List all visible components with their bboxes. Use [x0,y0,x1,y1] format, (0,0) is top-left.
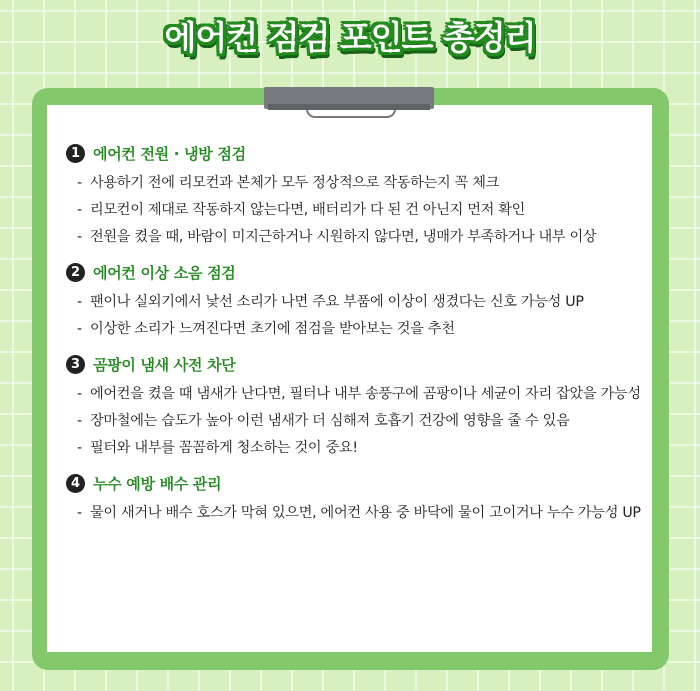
section-header [66,470,646,496]
bullet-item [66,502,646,525]
bullet-list [66,502,646,525]
dash-icon: - [77,413,82,429]
bullet-text: 이상한 소리가 느껴진다면 초기에 점검을 받아보는 것을 추천 [90,321,455,337]
bullet-item [66,318,646,341]
number-badge-icon: 3 [66,355,85,374]
section-noise-check [66,259,646,341]
section-title: 에어컨 이상 소음 점검 [93,263,236,282]
section-leak-drain [66,470,646,525]
section-header [66,259,646,285]
bullet-text: 팬이나 실외기에서 낯선 소리가 나면 주요 부품에 이상이 생겼다는 신호 가능성 UP [90,294,584,310]
bullet-item [66,226,646,249]
bullet-text: 필터와 내부를 꼼꼼하게 청소하는 것이 중요! [90,440,358,456]
dash-icon: - [77,505,82,521]
section-mold-odor [66,351,646,460]
bullet-list [66,291,646,341]
bullet-text: 장마철에는 습도가 높아 이런 냄새가 더 심해져 호흡기 건강에 영향을 줄 수 있음 [90,413,570,429]
bullet-text: 전원을 켰을 때, 바람이 미지근하거나 시원하지 않다면, 냉매가 부족하거나 내부 이상 [90,229,597,245]
section-header [66,140,646,166]
dash-icon: - [77,202,82,218]
number-badge-icon: 2 [66,263,85,282]
bullet-text: 사용하기 전에 리모컨과 본체가 모두 정상적으로 작동하는지 꼭 체크 [90,175,500,191]
bullet-text: 에어컨을 켰을 때 냄새가 난다면, 필터나 내부 송풍구에 곰팡이나 세균이 자리 잡았을 가능성 [90,386,641,402]
dash-icon: - [77,294,82,310]
section-title: 에어컨 전원 · 냉방 점검 [93,144,246,163]
bullet-item [66,437,646,460]
dash-icon: - [77,386,82,402]
bullet-list [66,172,646,249]
dash-icon: - [77,440,82,456]
bullet-item [66,291,646,314]
clipboard-clip-base [268,104,430,110]
section-header [66,351,646,377]
bullet-item [66,172,646,195]
bullet-item [66,199,646,222]
section-power-cooling [66,140,646,249]
dash-icon: - [77,321,82,337]
number-badge-icon: 1 [66,144,85,163]
bullet-text: 리모컨이 제대로 작동하지 않는다면, 배터리가 다 된 건 아닌지 먼저 확인 [90,202,526,218]
bullet-text: 물이 새거나 배수 호스가 막혀 있으면, 에어컨 사용 중 바닥에 물이 고이거나 누수 가능성 UP [90,505,641,521]
checklist-content [66,140,646,535]
section-title: 곰팡이 냄새 사전 차단 [93,355,236,374]
dash-icon: - [77,175,82,191]
bullet-list [66,383,646,460]
bullet-item [66,383,646,406]
page-title: 에어컨 점검 포인트 총정리 [164,18,536,57]
dash-icon: - [77,229,82,245]
number-badge-icon: 4 [66,474,85,493]
section-title: 누수 예방 배수 관리 [93,474,222,493]
bullet-item [66,410,646,433]
